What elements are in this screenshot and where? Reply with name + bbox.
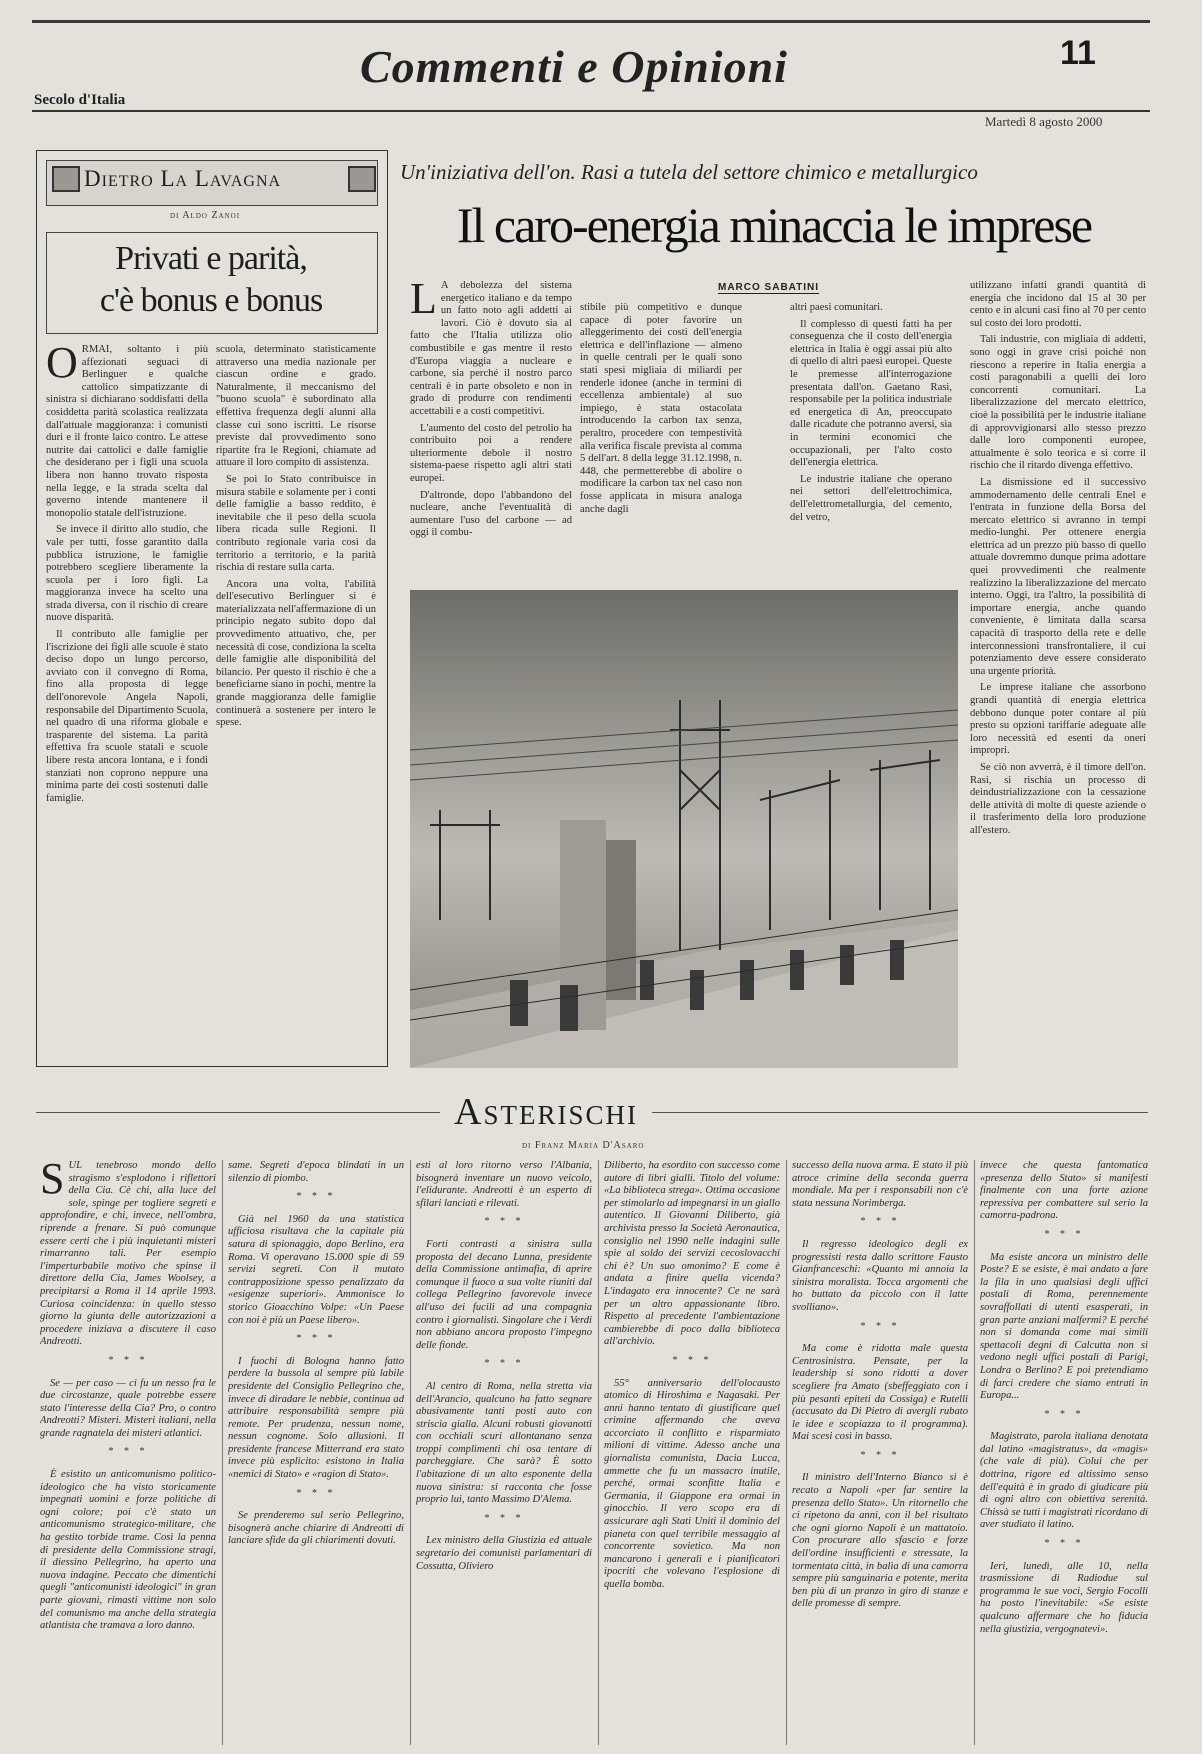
publication-name: Secolo d'Italia	[34, 92, 126, 108]
item: Il ministro dell'Interno Bianco si è recato a Napoli «per far sentire la presenza dello Stato». Un ritornello che ci ripetono da anni, con il bel risultato che ogni giorno Napoli è un mattatoio. Con procurare allo sfascio e forze dell'ordine insufficienti e stressate, la tormentata città, in balìa di una camorra sempre più sanguinaria e potente, merita ben più di un pranzo in giro di stanze e delle promesse di sempre.	[792, 1472, 968, 1610]
rubric-title: Dietro La Lavagna	[84, 166, 282, 191]
paragraph: D'altronde, dopo l'abbandono del nucleare, anche l'eventualità di aumentare l'uso del carbone — ad oggi il combu-	[410, 489, 572, 539]
separator: * * *	[860, 1449, 900, 1461]
asterischi-col2	[228, 1160, 404, 1745]
item: Al centro di Roma, nella stretta via dell'Arancio, qualcuno ha fatto segnare abusivamente tanti posti auto con striscia gialla. Alcuni robusti giovanotti con occhiali scuri allontanano senza troppi complimenti chi osa tentare di parcheggiare. Che sarà? È sotto l'abitazione di un alto esponente della nuova sinistra: si racconta che fosse proprio lui, tanto Massimo D'Alema.	[416, 1380, 592, 1506]
separator: * * *	[296, 1487, 336, 1499]
separator: * * *	[108, 1446, 148, 1458]
column-byline: di Aldo Zanoi	[170, 210, 241, 221]
item: Già nel 1960 da una statistica ufficiosa risultava che la capitale più satura di spionaggio, dopo Berlino, era Roma. Vi operavano 15.000 spie di 59 servizi segreti. Con il mutato contrapposizione spesso penalizzato da «esigenze superiori». Ammonisce lo storico Gioacchino Volpe: «Un Paese con noi è più un Paese libero».	[228, 1213, 404, 1326]
paragraph: utilizzano infatti grandi quantità di energia che incidono dal 15 al 30 per cento e in alcuni casi fino al 70 per cento sul costo dei loro prodotti.	[970, 280, 1146, 329]
separator: * * *	[672, 1354, 712, 1366]
article-kicker: Un'iniziativa dell'on. Rasi a tutela del settore chimico e metallurgico	[400, 160, 978, 184]
asterischi-byline: di Franz Maria D'Asaro	[522, 1140, 645, 1151]
item: Ma esiste ancora un ministro delle Poste? E se esiste, è mai andato a fare la fila in uno qualsiasi degli uffici postali di Roma, perennemente sovraffollati di utenti esasperati, in gran parte anziani malfermi? E perché non si domanda come mai simili spettacoli degni di Calcutta non si vedono negli uffici postali di Parigi, Londra o Berlino? E poi pretendiamo di farci credere che siamo entrati in Europa...	[980, 1251, 1148, 1402]
column-divider	[410, 1160, 411, 1745]
paragraph: Le imprese italiane che assorbono grandi quantità di energia elettrica debbono dunque poter contare al più presto su opzioni tariffarie adeguate alle loro necessità ed esenti da oneri impropri.	[970, 682, 1146, 757]
paragraph: Se poi lo Stato contribuisce in misura stabile e solamente per i conti delle famiglie a basso reddito, è inevitabile che il peso della scuola libera ricada sulle Regioni. Il contributo regionale varia così da territorio a territorio, e la parità rischia di restare sulla carta.	[216, 473, 376, 574]
item: È esistito un anticomunismo politico-ideologico che ha visto storicamente impegnati uomini e forze politiche di ogni colore; poi c'è stato un anticomunismo strategico-militare, che ha gestito torbide trame. Così la penna di presidente della Commissione stragi, il diessino Pellegrino, ha aperto una nuova indagine. Peccato che dimentichi quegli "anticomunisti ideologici" in gran parte giovani, rimasti vittime non solo del comunismo ma anche della strategia atlantista che tramava a loro danno.	[40, 1469, 216, 1632]
date-line: Martedì 8 agosto 2000	[985, 114, 1103, 129]
dropcap: O	[46, 344, 78, 387]
column-text-col1	[46, 344, 208, 1056]
article-col4	[970, 280, 1146, 1068]
item: Se — per caso — ci fu un nesso fra le due circostanze, quale potrebbe essere stato l'interesse della Cia? Pro, o contro Andreotti? Misteri. Misteri italiani, nella grande ragnatela dei misteri atlantici.	[40, 1377, 216, 1439]
item: 55° anniversario dell'olocausto atomico di Hiroshima e Nagasaki. Per anni hanno tentato di giustificare quel crimine affermando che aveva accorciato il conflitto e risparmiato milioni di vittime. Adesso anche una giornalista comunista, Dacia Lucca, ammette che fu un massacro inutile, perché, ormai sconfitte Italia e Germania, il Giappone era ormai in ginocchio. Il vero scopo era di assicurare agli Stati Uniti il dominio del pianeta con quel terribile messaggio al concorrente sovietico. Ma non mancarono i generali e i pianificatori ipocriti che volevano l'esplosione di quella bomba.	[604, 1377, 780, 1590]
column-divider	[786, 1160, 787, 1745]
article-headline: Il caro-energia minaccia le imprese	[456, 197, 1092, 253]
item: Ma come è ridotta male questa Centrosinistra. Pensate, per la leadership si sono ridotti a dover scegliere fra Amato (sbeffeggiato con i più pesanti epiteti da Cossiga) e Rutelli (accusato da Di Pietro di avergli rubato le idee e scopiazza to il programma). Mai scesi così in basso.	[792, 1343, 968, 1443]
column-headline-line1: Privati e parità,	[115, 240, 307, 277]
column-text-col2	[216, 344, 376, 1056]
column-divider	[598, 1160, 599, 1745]
item: Diliberto, ha esordito con successo come autore di libri gialli. Titolo del volume: «La biblioteca strega». Ottima occasione per stimolarlo ad impegnarsi in un giallo autentico. Il Giovanni Diliberto, già archivista presso la Società Aeronautica, consiglio nel 1990 nelle indagini sulle spie al soldo dei servizi cecoslovacchi chi è? Un suo omonimo? E come è andata a finire quella vicenda? L'indagato era innocente? Ce ne sarà per un altro appassionante libro. Rispetto al precedente l'ambientazione cambierebbe di poco dalla biblioteca all'archivio.	[604, 1160, 780, 1348]
dropcap: L	[410, 280, 437, 323]
item: Ieri, lunedì, alle 10, nella trasmissione di Radiodue sul programma le sue voci, Sergio Focolli ha posto l'inevitabile: «Se esiste qualcuno affermare che ho fiducia nella giustizia, vergognatevi».	[980, 1560, 1148, 1635]
article-col1	[410, 280, 572, 585]
paragraph: Tali industrie, con migliaia di addetti, sono oggi in grave crisi poiché non riescono a reperire in Italia energia a costi paragonabili a quelli dei loro concorrenti comunitari. La liberalizzazione del mercato elettrico, cioè la possibilità per le industrie italiane di approvvigionarsi allo stesso prezzo dalle loro componenti europee, attualmente è solo teorica e si corre il rischio che il ritardo divenga effettivo.	[970, 334, 1146, 472]
asterischi-col4	[604, 1160, 780, 1745]
item: successo della nuova arma. È stato il più atroce crimine della seconda guerra mondiale. Ma per i responsabili non c'è stata nessuna Norimberga.	[792, 1160, 968, 1209]
column-divider	[222, 1160, 223, 1745]
item: I fuochi di Bologna hanno fatto perdere la bussola al sempre più labile presidente del Consiglio Pellegrino che, invece di diradare le nebbie, continua ad attribuire responsabilità sempre più remote. Per prudenza, nessun nome, nessun cognome. Solo allusioni. Il presidente francese Mitterrand era stato invece più esplicito: esistono in Italia «nemici di Stato» e «ragion di Stato».	[228, 1355, 404, 1481]
separator: * * *	[1044, 1408, 1084, 1420]
asterischi-col3	[416, 1160, 592, 1745]
paragraph: scuola, determinato statisticamente attraverso una media nazionale per ciascun ordine e grado. Naturalmente, il meccanismo del "buono scuola" è subordinato alla effettiva frequenza degli alunni alla classe cui sono iscritti. Le risorse previste dal provvedimento sono ripartite fra le Regioni, chiamate ad attuare il loro compito di assistenza.	[216, 344, 376, 469]
masthead-rule	[32, 110, 1150, 112]
paragraph: RMAI, soltanto i più affezionati seguaci di Berlinguer e qualche cattolico simpatizzante di sinistra si dichiarano soddisfatti della cosiddetta parità scolastica realizzata dall'attuale maggioranza: i comunisti duri e il fronte laico contro. Le attese nutrite dai cattolici e dalle famiglie che desiderano per i figli una scuola libera non hanno trovato risposta nella legge, e la strada scelta dal governo intende mantenere il monopolio statale dell'istruzione.	[46, 344, 208, 519]
paragraph: Le industrie italiane che operano nei settori dell'elettrochimica, dell'elettrometallurgia, del cemento, del vetro,	[790, 473, 952, 523]
column-divider	[974, 1160, 975, 1745]
paragraph: Se ciò non avverrà, è il timore dell'on. Rasi, si rischia un processo di deindustrializzazione con la cessazione delle attività di molte di queste aziende o il trasferimento della loro produzione all'estero.	[970, 761, 1146, 836]
chalkboard-icon	[52, 166, 80, 192]
paragraph: Il complesso di questi fatti ha per conseguenza che il costo dell'energia elettrica in Italia è oggi assai più alto di quello di altri paesi europei. Queste le premesse all'interrogazione presentata dall'on. Gaetano Rasi, responsabile per la politica industriale ed energetica di An, preoccupato dalle ricadute che potranno aversi, sia in termini economici che occupazionali, per l'alto costo dell'energia elettrica.	[790, 318, 952, 469]
separator: * * *	[108, 1354, 148, 1366]
item: Forti contrasti a sinistra sulla proposta del decano Lunna, presidente della Commissione antimafia, di aprire comunque il fuoco a sua volte riuniti dal collega Pellegrino favorevole invece all'uso dei fucili ad una compagnia contro i giornalisti. Singolare che i Verdi non abbiano ancora proposto l'impegno delle fionde.	[416, 1238, 592, 1351]
separator: * * *	[484, 1216, 524, 1228]
item: Il regresso ideologico degli ex progressisti resta dallo scrittore Fausto Gianfranceschi: «Quanto mi annoia la sinistra moralista. Tocca argomenti che ho buttato da piccolo con il latte svolliano».	[792, 1238, 968, 1313]
paragraph: Ancora una volta, l'abilità dell'esecutivo Berlinguer si è materializzata nell'affermazione di un principio negato subito dopo dal provvedimento attuativo, che, per necessità di cose, condiziona la scelta delle famiglie alle disponibilità del bilancio. Per questo il rischio è che a beneficiarne siano in pochi, mentre la grande maggioranza delle famiglie continuerà a sostenere per intero le spese.	[216, 578, 376, 729]
paragraph: La dismissione ed il successivo ammodernamento delle centrali Enel e l'entrata in funzione della Borsa del mercato elettrico si avranno in tempi medio-lunghi. Per ottenere energia elettrica ad un prezzo più basso di quello attuale dovremmo dunque prima adottare quei provvedimenti che realmente realizzino la liberalizzazione del mercato interno. Oggi, tra l'altro, la possibilità di importare energia, anche quando conveniente, è limitata dalla scarsa capacità di trasporto della rete e delle interconnessioni transfrontaliere, il cui potenziamento deve essere considerato una urgente priorità.	[970, 476, 1146, 677]
paragraph: Il contributo alle famiglie per l'iscrizione dei figli alle scuole è stato deciso dopo un lungo percorso, avviato con il convegno di Roma, fino alla proposta di legge dell'onorevole Angela Napoli, responsabile del Dipartimento Scuola, nel quadro di una riforma globale e trasparente del sistema. La parità effettiva fra scuole statali e scuole libere resta ancora lontana, e i fondi stanziati non coprono neppure una minima parte dei costi sostenuti dalle famiglie.	[46, 629, 208, 804]
paragraph: A debolezza del sistema energetico italiano e da tempo un fatto noto agli addetti ai lavori. Ciò è dovuto sia al fatto che l'Italia utilizza olio combustibile e gas mentre il resto d'Europa viaggia a nucleare e carbone, sia perché il nostro parco centrali è in parte obsoleto e non in grado di produrre con rendimenti accettabili e a costi competitivi.	[410, 280, 572, 417]
asterischi-col6	[980, 1160, 1148, 1745]
separator: * * *	[296, 1333, 336, 1345]
paragraph: Se invece il diritto allo studio, che vale per tutti, fosse garantito dalla pubblica istruzione, le famiglie potrebbero scegliere liberamente la scuola per i loro figli. La maggioranza invece ha scelto una strada diversa, con il rischio di creare nuove disparità.	[46, 524, 208, 624]
asterischi-col1	[40, 1160, 216, 1745]
item: UL tenebroso mondo dello stragismo s'esplodono i riflettori della Cia. Cè chi, alla luce del sole, spinge per togliere segreti e approfondire, e chi, invece, nell'ombra, riprende a frenare. Si può comunque essere certi che i più inquietanti misteri rimarranno tali. Per esempio l'imperturbabile motivo che spinse il direttore della Cia, James Woolsey, a precipitarsi a Roma il 14 aprile 1993. Curiosa coincidenza: in quello stesso giorno la giunta delle autorizzazioni a procedere iniziava a discutere il caso Andreotti.	[40, 1160, 216, 1348]
dropcap: S	[40, 1160, 65, 1203]
item: Lex ministro della Giustizia ed attuale segretario dei comunisti parlamentari di Cossutta, Oliviero	[416, 1535, 592, 1572]
separator: * * *	[484, 1512, 524, 1524]
item: esti al loro ritorno verso l'Albania, bisognerà inventare un nuovo veicolo, l'elidurante. Andreotti è un esperto di sfilari lanciati e rilevati.	[416, 1160, 592, 1209]
article-byline: MARCO SABATINI	[718, 282, 820, 293]
separator: * * *	[860, 1216, 900, 1228]
paragraph: L'aumento del costo del petrolio ha contribuito poi a rendere ulteriormente debole il nostro sistema-paese rispetto agli altri stati europei.	[410, 422, 572, 484]
article-col2	[580, 302, 742, 585]
separator: * * *	[1044, 1228, 1084, 1240]
section-title: Commenti e Opinioni	[360, 41, 788, 92]
page-number: 11	[1060, 34, 1096, 72]
item: Magistrato, parola italiana denotata dal latino «magistratus», da «magis» (che vale di più). Colui che per dottrina, rigore ed altissimo senso dell'equità è in grado di giudicare più di ogni altro con obiettiva serenità. Chissà se tutti i magistrati ricordano di aver studiato il latino.	[980, 1431, 1148, 1531]
separator: * * *	[1044, 1538, 1084, 1550]
paragraph: altri paesi comunitari.	[790, 302, 883, 313]
column-headline-line2: c'è bonus e bonus	[99, 282, 323, 319]
separator: * * *	[484, 1358, 524, 1370]
chalkboard-icon-right	[348, 166, 376, 192]
separator: * * *	[860, 1320, 900, 1332]
asterischi-title: Asterischi	[440, 1090, 652, 1134]
asterischi-col5	[792, 1160, 968, 1745]
item: same. Segreti d'epoca blindati in un silenzio di piombo.	[228, 1160, 404, 1184]
item: Se prenderemo sul serio Pellegrino, bisognerà anche chiarire di Andreotti di lanciare sfide da gli chiarimenti dovuti.	[228, 1510, 404, 1547]
power-station-photo	[410, 590, 958, 1068]
paragraph: stibile più competitivo e dunque capace di poter favorire un alleggerimento dei costi dell'energia elettrica e dell'inflazione — almeno in quelle centrali per le quali sono stati spesi migliaia di miliardi per renderle idonee (anche in termini di eccellenza ambientale) al suo impiego, è stata ostacolata introducendo la carbon tax senza, peraltro, procedere con tempestività alla verifica fiscale prevista al comma 5 dell'art. 8 della legge 31.12.1998, n. 448, che permetterebbe di abolire o modificare la carbon tax nel caso non fosse applicata in misura analoga anche dagli	[580, 302, 742, 515]
item: invece che questa fantomatica «presenza dello Stato» si manifesti finalmente con una forte azione repressiva per combattere sul serio la camorra-padrona.	[980, 1160, 1148, 1222]
top-rule	[32, 20, 1150, 23]
separator: * * *	[296, 1191, 336, 1203]
article-photo	[410, 590, 958, 1068]
article-col3	[790, 302, 952, 585]
